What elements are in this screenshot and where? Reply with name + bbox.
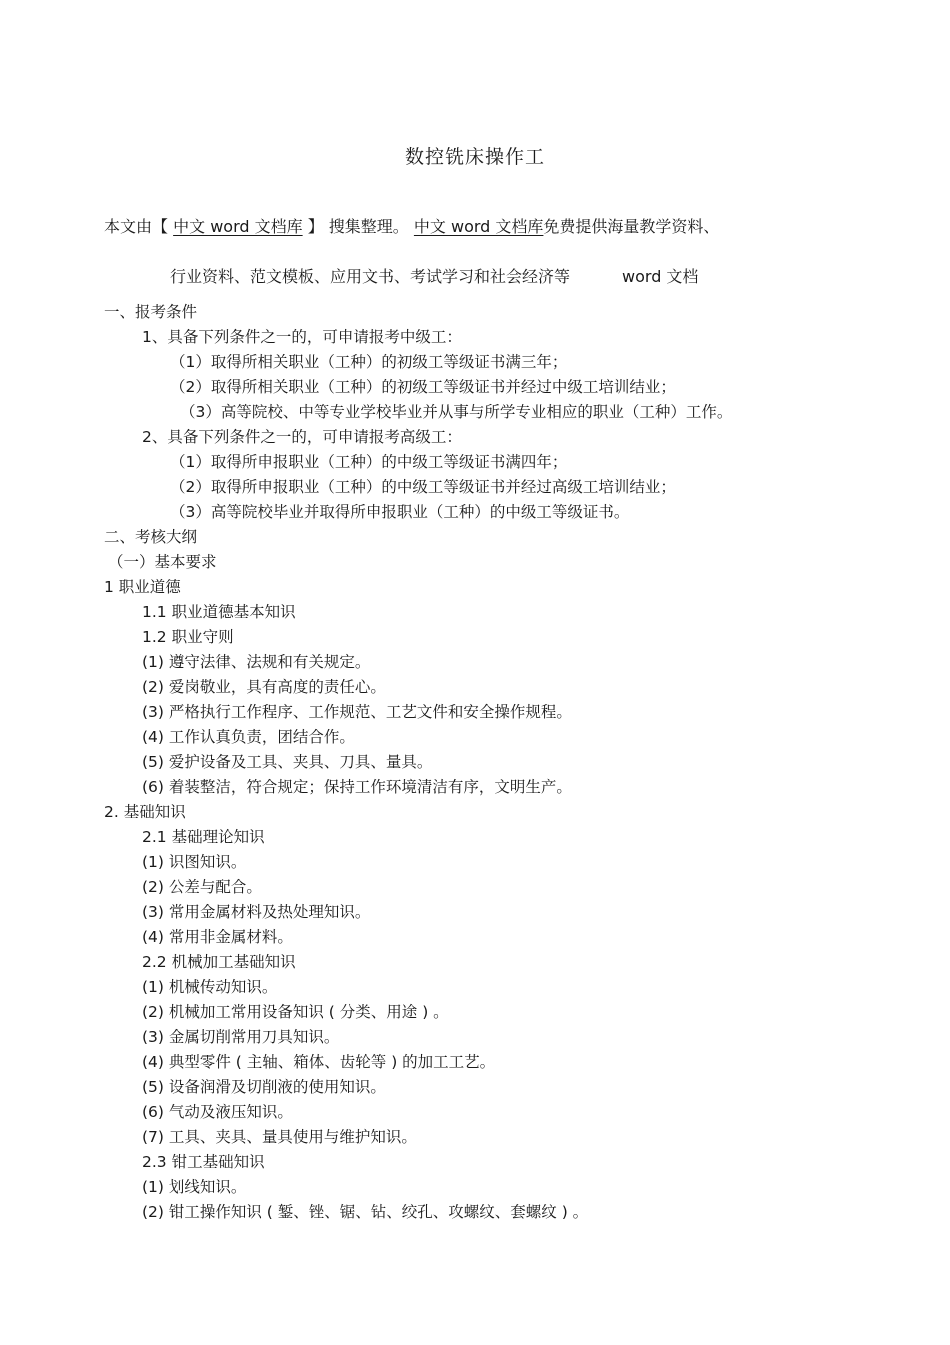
- list-item: (4) 常用非金属材料。: [142, 928, 293, 946]
- document-title: 数控铣床操作工: [404, 146, 545, 168]
- list-item: (1) 机械传动知识。: [142, 978, 278, 996]
- list-item: (3) 严格执行工作程序、工作规范、工艺文件和安全操作规程。: [142, 703, 572, 721]
- subtopic-heading: 2.2 机械加工基础知识: [142, 953, 296, 971]
- document-body: [0, 300, 950, 1225]
- subtopic-heading: 2.3 钳工基础知识: [142, 1153, 265, 1171]
- list-item: (6) 着装整洁，符合规定；保持工作环境清洁有序，文明生产。: [142, 778, 572, 796]
- topic-heading: 2. 基础知识: [104, 803, 186, 821]
- list-item: (7) 工具、夹具、量具使用与维护知识。: [142, 1128, 417, 1146]
- site-link-1[interactable]: 中文 word 文档库: [173, 217, 303, 236]
- intro-line2-a: 行业资料、范文模板、应用文书、考试学习和社会经济等: [170, 267, 571, 286]
- list-item: (5) 设备润滑及切削液的使用知识。: [142, 1078, 386, 1096]
- condition-item: （3）高等院校毕业并取得所申报职业（工种）的中级工等级证书。: [170, 503, 630, 521]
- section-heading: 一、报考条件: [104, 303, 198, 321]
- site-link-2[interactable]: 中文 word 文档库: [413, 217, 544, 236]
- intro-line-1: [104, 214, 719, 237]
- section-heading: 二、考核大纲: [104, 528, 198, 546]
- subtopic-heading: 1.1 职业道德基本知识: [142, 603, 296, 621]
- list-item: (3) 金属切削常用刀具知识。: [142, 1028, 340, 1046]
- subsection-heading: （一）基本要求: [108, 553, 217, 571]
- condition-item: （2）取得所申报职业（工种）的中级工等级证书并经过高级工培训结业；: [170, 478, 676, 496]
- intro-line2-b: word 文档: [622, 267, 699, 286]
- intro-suffix: 免费提供海量教学资料、: [543, 217, 720, 236]
- list-item: (3) 常用金属材料及热处理知识。: [142, 903, 371, 921]
- list-item: (4) 工作认真负责，团结合作。: [142, 728, 355, 746]
- list-item: (1) 划线知识。: [142, 1178, 247, 1196]
- intro-prefix: 本文由【: [104, 217, 169, 236]
- intro-line-2: [170, 264, 698, 287]
- condition-heading: 2、具备下列条件之一的，可申请报考高级工：: [142, 428, 462, 446]
- list-item: (2) 机械加工常用设备知识 ( 分类、用途 ) 。: [142, 1003, 449, 1021]
- subtopic-heading: 2.1 基础理论知识: [142, 828, 265, 846]
- condition-item: （1）取得所相关职业（工种）的初级工等级证书满三年；: [170, 353, 568, 371]
- condition-item: （1）取得所申报职业（工种）的中级工等级证书满四年；: [170, 453, 568, 471]
- list-item: (2) 公差与配合。: [142, 878, 262, 896]
- list-item: (4) 典型零件 ( 主轴、箱体、齿轮等 ) 的加工工艺。: [142, 1053, 496, 1071]
- topic-heading: 1 职业道德: [104, 578, 181, 596]
- list-item: (2) 钳工操作知识 ( 錾、锉、锯、钻、绞孔、攻螺纹、套螺纹 ) 。: [142, 1203, 589, 1221]
- intro-mid: 】 搜集整理。: [307, 217, 409, 236]
- list-item: (2) 爱岗敬业，具有高度的责任心。: [142, 678, 386, 696]
- list-item: (1) 遵守法律、法规和有关规定。: [142, 653, 371, 671]
- list-item: (6) 气动及液压知识。: [142, 1103, 293, 1121]
- list-item: (1) 识图知识。: [142, 853, 247, 871]
- condition-heading: 1、具备下列条件之一的，可申请报考中级工：: [142, 328, 462, 346]
- condition-item: （3）高等院校、中等专业学校毕业并从事与所学专业相应的职业（工种）工作。: [180, 403, 733, 421]
- list-item: (5) 爱护设备及工具、夹具、刀具、量具。: [142, 753, 433, 771]
- condition-item: （2）取得所相关职业（工种）的初级工等级证书并经过中级工培训结业；: [170, 378, 676, 396]
- subtopic-heading: 1.2 职业守则: [142, 628, 234, 646]
